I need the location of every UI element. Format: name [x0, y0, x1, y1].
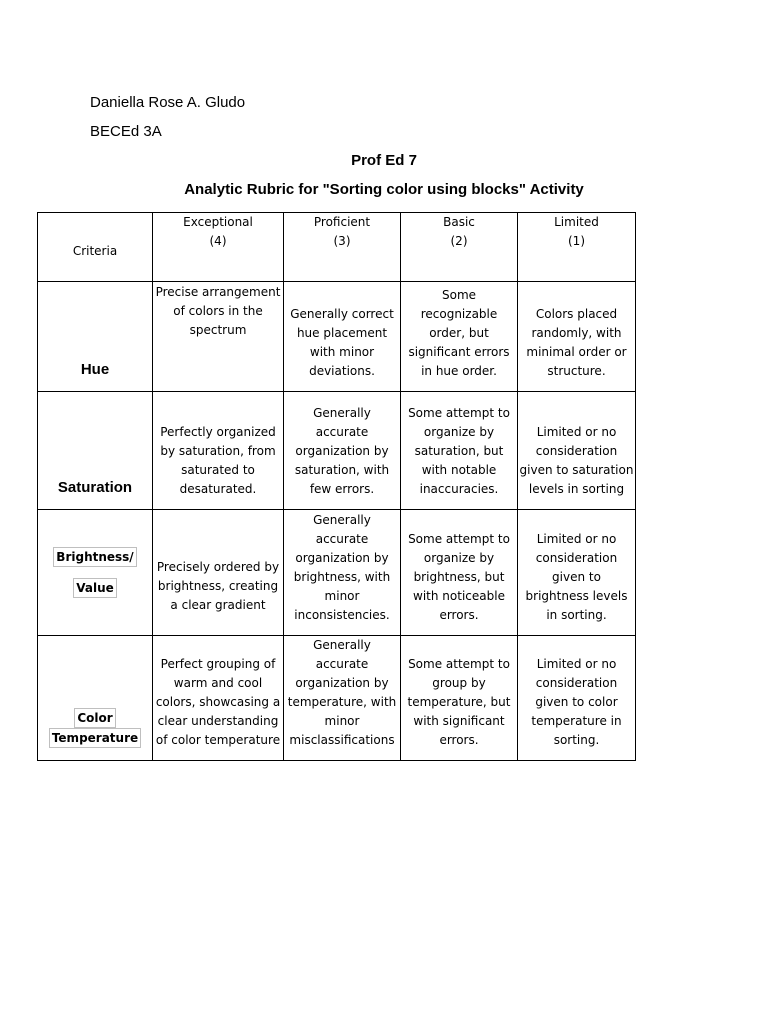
rubric-header-row: [38, 213, 636, 282]
column-header-label: Limited: [554, 215, 599, 229]
rubric-cell-exceptional: Precise arrangement of colors in the spectrum: [153, 282, 284, 392]
student-name: Daniella Rose A. Gludo: [90, 94, 246, 111]
column-header-score: (3): [333, 234, 351, 248]
course-title: Prof Ed 7: [351, 152, 417, 169]
rubric-cell-basic: Some recognizable order, but significant errors in hue order.: [401, 282, 518, 392]
rubric-cell-basic: Some attempt to group by temperature, but with significant errors.: [401, 636, 518, 761]
rubric-cell-limited: Limited or no consideration given to saturation levels in sorting: [518, 392, 636, 510]
rubric-cell-proficient: Generally accurate organization by saturation, with few errors.: [284, 392, 401, 510]
criterion-brightness-value: [38, 510, 153, 636]
rubric-row-brightness: [38, 510, 636, 636]
rubric-row-saturation: [38, 392, 636, 510]
rubric-cell-exceptional: Perfect grouping of warm and cool colors, showcasing a clear understanding of color temperature: [153, 636, 284, 761]
column-header-label: Exceptional: [183, 215, 253, 229]
rubric-row-color-temperature: [38, 636, 636, 761]
column-header-basic: [401, 213, 518, 282]
criterion-hue: Hue: [38, 282, 153, 392]
rubric-cell-basic: Some attempt to organize by saturation, but with notable inaccuracies.: [401, 392, 518, 510]
rubric-cell-exceptional: Precisely ordered by brightness, creating a clear gradient: [153, 510, 284, 636]
column-header-criteria: [38, 213, 153, 282]
column-header-score: (4): [209, 234, 227, 248]
rubric-cell-limited: Limited or no consideration given to brightness levels in sorting.: [518, 510, 636, 636]
rubric-cell-proficient: Generally accurate organization by brightness, with minor inconsistencies.: [284, 510, 401, 636]
rubric-cell-basic: Some attempt to organize by brightness, but with noticeable errors.: [401, 510, 518, 636]
column-header-label: Basic: [443, 215, 475, 229]
column-header-label: Criteria: [72, 243, 118, 258]
criterion-label-line: Brightness/: [53, 547, 136, 567]
rubric-row-hue: [38, 282, 636, 392]
column-header-limited: [518, 213, 636, 282]
criterion-label-line: Color: [74, 708, 115, 728]
column-header-label: Proficient: [313, 215, 371, 229]
rubric-cell-proficient: Generally accurate organization by temperature, with minor misclassifications: [284, 636, 401, 761]
rubric-title: Analytic Rubric for "Sorting color using blocks" Activity: [184, 181, 584, 198]
criterion-saturation: Saturation: [38, 392, 153, 510]
criterion-label-line: Value: [73, 578, 117, 598]
rubric-cell-proficient: Generally correct hue placement with minor deviations.: [284, 282, 401, 392]
column-header-proficient: [284, 213, 401, 282]
column-header-score: (2): [450, 234, 468, 248]
rubric-cell-limited: Colors placed randomly, with minimal order or structure.: [518, 282, 636, 392]
rubric-table: [37, 212, 636, 761]
rubric-cell-exceptional: Perfectly organized by saturation, from saturated to desaturated.: [153, 392, 284, 510]
criterion-color-temperature: [38, 636, 153, 761]
rubric-cell-limited: Limited or no consideration given to color temperature in sorting.: [518, 636, 636, 761]
column-header-exceptional: [153, 213, 284, 282]
section-label: BECEd 3A: [90, 123, 162, 140]
column-header-score: (1): [568, 234, 585, 248]
criterion-label-line: Temperature: [49, 728, 141, 748]
